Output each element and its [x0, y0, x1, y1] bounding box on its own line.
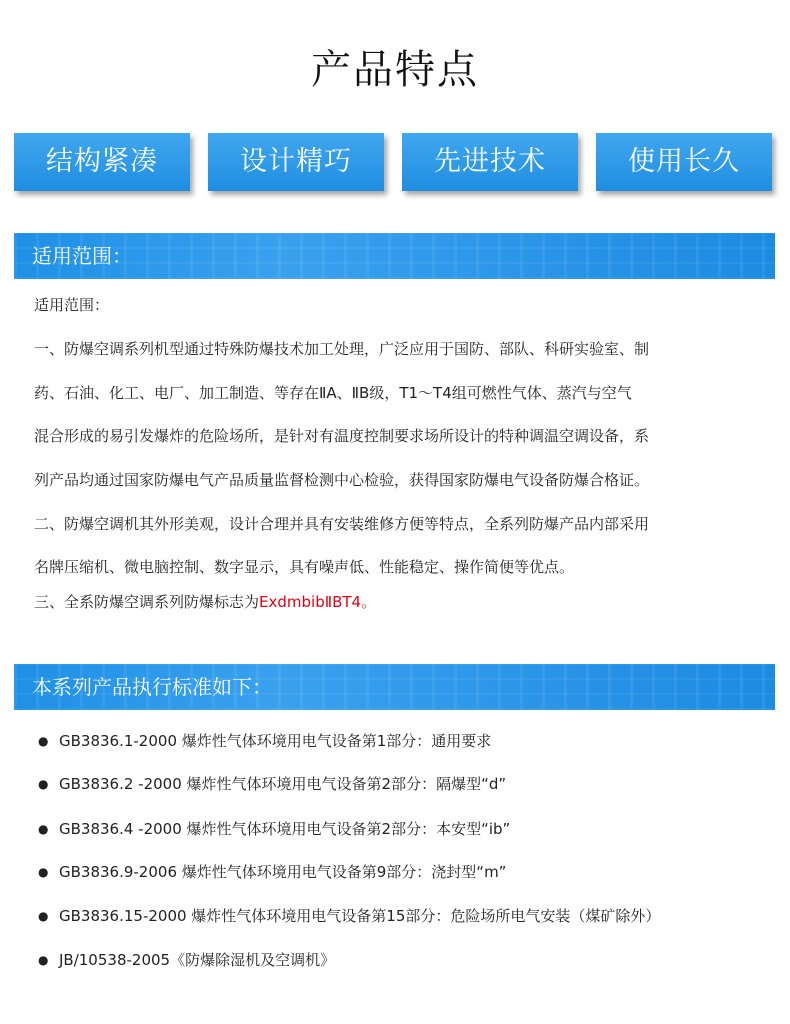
feature-row	[14, 133, 776, 191]
standard-text: GB3836.2 -2000 爆炸性气体环境用电气设备第2部分：隔爆型“d”	[59, 775, 507, 793]
explosion-mark-value: ExdmbibⅡBT4。	[259, 593, 377, 611]
standard-text: GB3836.9-2006 爆炸性气体环境用电气设备第9部分：浇封型“m”	[59, 863, 507, 881]
standard-text: GB3836.4 -2000 爆炸性气体环境用电气设备第2部分：本安型“ib”	[59, 820, 511, 838]
list-item	[38, 773, 506, 794]
standard-text: GB3836.15-2000 爆炸性气体环境用电气设备第15部分：危险场所电气安装（煤矿除外）	[59, 907, 661, 925]
scope-line-5: 二、防爆空调机其外形美观，设计合理并具有安装维修方便等特点，全系列防爆产品内部采用	[34, 515, 650, 533]
scope-line-2: 药、石油、化工、电厂、加工制造、等存在ⅡA、ⅡB级，T1～T4组可燃性气体、蒸汽与空气	[34, 384, 632, 402]
feature-long-lasting: 使用长久	[596, 133, 772, 191]
feature-advanced-technology: 先进技术	[402, 133, 578, 191]
list-item	[38, 818, 510, 839]
bullet-icon: ●	[38, 953, 49, 967]
explosion-mark-label: 三、全系防爆空调系列防爆标志为	[34, 593, 260, 611]
standard-text: GB3836.1-2000 爆炸性气体环境用电气设备第1部分：通用要求	[59, 732, 492, 750]
scope-intro: 适用范围：	[34, 296, 110, 314]
list-item	[38, 949, 335, 970]
scope-line-3: 混合形成的易引发爆炸的危险场所，是针对有温度控制要求场所设计的特种调温空调设备，系	[34, 427, 650, 445]
scope-line-4: 列产品均通过国家防爆电气产品质量监督检测中心检验，获得国家防爆电气设备防爆合格证。	[34, 471, 650, 489]
list-item	[38, 905, 660, 926]
list-item	[38, 861, 506, 882]
list-item	[38, 730, 491, 751]
standard-text: JB/10538-2005《防爆除湿机及空调机》	[59, 951, 336, 969]
feature-compact-structure: 结构紧凑	[14, 133, 190, 191]
bullet-icon: ●	[38, 822, 49, 836]
bullet-icon: ●	[38, 777, 49, 791]
scope-line-1: 一、防爆空调系列机型通过特殊防爆技术加工处理，广泛应用于国防、部队、科研实验室、制	[34, 340, 650, 358]
bullet-icon: ●	[38, 865, 49, 879]
scope-line-6: 名牌压缩机、微电脑控制、数字显示，具有噪声低、性能稳定、操作简便等优点。	[34, 558, 575, 576]
section-heading-scope: 适用范围：	[14, 233, 775, 279]
feature-ingenious-design: 设计精巧	[208, 133, 384, 191]
page-title: 产品特点	[311, 47, 479, 93]
bullet-icon: ●	[38, 734, 49, 748]
scope-line-7	[34, 591, 376, 612]
section-heading-standards: 本系列产品执行标准如下：	[14, 664, 775, 710]
bullet-icon: ●	[38, 909, 49, 923]
